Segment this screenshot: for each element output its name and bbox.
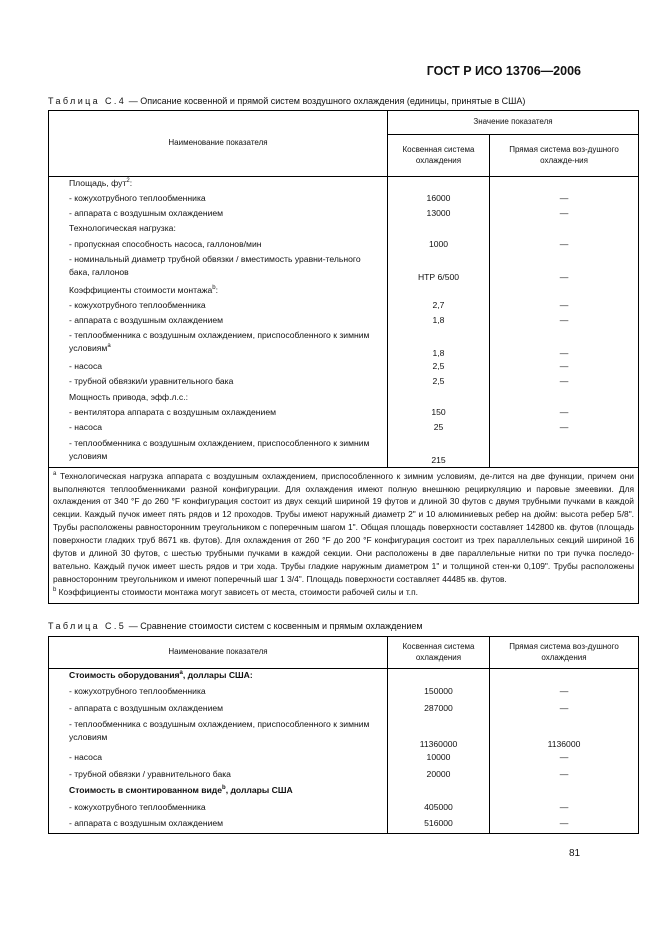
- table-row: [49, 314, 639, 329]
- table-row: [49, 299, 639, 314]
- table-row: [49, 360, 639, 375]
- table-row: [49, 784, 639, 801]
- table-row: [49, 685, 639, 702]
- value-direct: —: [490, 685, 639, 702]
- col-header-name: Наименование показателя: [49, 637, 388, 669]
- row-label: - кожухотрубного теплообменника: [49, 685, 388, 702]
- row-label: Стоимость в смонтированном виде$^b$, доллары США: [49, 784, 388, 801]
- value-indirect: НТР 6/500: [388, 253, 490, 284]
- col-header-indirect: Косвенная система охлаждения: [388, 135, 490, 177]
- note-a: $^a$ Технологическая нагрузка аппарата с воздушным охлаждением, приспособленного к зимним условиям, де-лится на две функции, причем они выполняются теплообменниками разной конфигурации. Для охлаждения имеют полную внешнюю рециркуляцию и паровые змеевики. Для охлаждения от 340 °F до 260 °F конфигурация состоит из двух секций шириной 19 футов и длиной 30 футов с двумя трубными пучками в каждой секции. Каждый пучок имеет пять рядов и 12 проходов. Трубы имеют наружный диаметр 2" и 10 алюминиевых ребер на дюйм: высота ребер 5/8". Трубы расположены равносторонним треугольником с поперечным шагом 1". Общая площадь поверхности составляет 142800 кв. футов (площадь поверхности гладких труб 8671 кв. футов). Для охлаждения от 260 °F до 200 °F конфигурация состоит из трех параллельных секций шириной 16 футов и длиной 30 футов, с шестью трубными пучками в каждой секции. Они расположены в две параллельные нитки по три пучка последо-вательно. Каждый пучок имеет шесть рядов и три хода. Трубы гладкие наружным диаметром 1" и толщиной стен-ки 0,109". Трубы расположены равносторонним треугольником и имеют поперечный шаг 1 3/4". Площадь поверхности составляет 44485 кв. футов.: [53, 470, 634, 584]
- value-indirect: 1,8: [388, 314, 490, 329]
- table-row: [49, 375, 639, 390]
- value-direct: —: [490, 751, 639, 768]
- table-row: [49, 421, 639, 436]
- value-indirect: [388, 177, 490, 192]
- value-indirect: 516000: [388, 817, 490, 834]
- table-c4-caption: Таблица С.4 — Описание косвенной и прямой систем воздушного охлаждения (единицы, принятые в США): [48, 96, 526, 106]
- value-direct: [490, 391, 639, 406]
- col-header-direct: Прямая система воз-душного охлаждения: [490, 637, 639, 669]
- value-direct: —: [490, 238, 639, 253]
- value-indirect: 150: [388, 406, 490, 421]
- value-indirect: 215: [388, 437, 490, 468]
- value-direct: [490, 669, 639, 686]
- value-direct: —: [490, 253, 639, 284]
- value-direct: —: [490, 702, 639, 719]
- value-indirect: [388, 284, 490, 299]
- row-label: - кожухотрубного теплообменника: [49, 192, 388, 207]
- table-row: [49, 718, 639, 751]
- table-row: [49, 669, 639, 686]
- value-direct: —: [490, 299, 639, 314]
- value-indirect: 11360000: [388, 718, 490, 751]
- table-row: [49, 238, 639, 253]
- row-label: - насоса: [49, 421, 388, 436]
- row-label: - трубной обвязки / уравнительного бака: [49, 768, 388, 785]
- table-c5: [48, 636, 639, 834]
- col-header-group: Значение показателя: [388, 111, 639, 135]
- table-c4: [48, 110, 639, 604]
- row-label: - пропускная способность насоса, галлонов/мин: [49, 238, 388, 253]
- value-direct: [490, 437, 639, 468]
- value-indirect: [388, 222, 490, 237]
- table-row: [49, 177, 639, 192]
- value-indirect: 405000: [388, 801, 490, 818]
- row-label: - трубной обвязки/и уравнительного бака: [49, 375, 388, 390]
- value-direct: —: [490, 375, 639, 390]
- table-row: [49, 207, 639, 222]
- table-row: [49, 222, 639, 237]
- row-label: - насоса: [49, 360, 388, 375]
- col-header-direct: Прямая система воз-душного охлажде-ния: [490, 135, 639, 177]
- value-indirect: 2,7: [388, 299, 490, 314]
- value-indirect: 287000: [388, 702, 490, 719]
- value-direct: —: [490, 421, 639, 436]
- document-header: ГОСТ Р ИСО 13706—2006: [426, 64, 581, 78]
- table-row: [49, 751, 639, 768]
- row-label: - кожухотрубного теплообменника: [49, 801, 388, 818]
- value-direct: —: [490, 801, 639, 818]
- row-label: - аппарата с воздушным охлаждением: [49, 207, 388, 222]
- table-row: [49, 768, 639, 785]
- value-indirect: 10000: [388, 751, 490, 768]
- value-indirect: 25: [388, 421, 490, 436]
- table-row: [49, 391, 639, 406]
- value-indirect: 1,8: [388, 329, 490, 360]
- value-direct: —: [490, 329, 639, 360]
- value-direct: [490, 284, 639, 299]
- table-c5-caption: Таблица С.5 — Сравнение стоимости систем с косвенным и прямым охлаждением: [48, 621, 423, 631]
- value-direct: —: [490, 207, 639, 222]
- row-label: Мощность привода, эфф.л.с.:: [49, 391, 388, 406]
- row-label: - номинальный диаметр трубной обвязки / вместимость уравни-тельного бака, галлонов: [49, 253, 388, 284]
- row-label: - кожухотрубного теплообменника: [49, 299, 388, 314]
- value-direct: [490, 784, 639, 801]
- table-c4-notes: [49, 467, 639, 603]
- row-label: Стоимость оборудования$^a$, доллары США:: [49, 669, 388, 686]
- table-row: [49, 192, 639, 207]
- table-row: [49, 329, 639, 360]
- row-label: - аппарата с воздушным охлаждением: [49, 314, 388, 329]
- value-direct: [490, 177, 639, 192]
- table-row: [49, 406, 639, 421]
- value-direct: —: [490, 768, 639, 785]
- table-row: [49, 284, 639, 299]
- table-row: [49, 817, 639, 834]
- value-indirect: [388, 391, 490, 406]
- table-row: [49, 702, 639, 719]
- row-label: Площадь, фут$^2$:: [49, 177, 388, 192]
- value-indirect: 1000: [388, 238, 490, 253]
- row-label: - теплообменника с воздушным охлаждением, приспособленного к зимним условиям: [49, 437, 388, 468]
- col-header-indirect: Косвенная система охлаждения: [388, 637, 490, 669]
- page-number: 81: [569, 848, 581, 859]
- row-label: - теплообменника с воздушным охлаждением, приспособленного к зимним условиям$^a$: [49, 329, 388, 360]
- value-direct: —: [490, 406, 639, 421]
- value-indirect: 20000: [388, 768, 490, 785]
- row-label: - вентилятора аппарата с воздушным охлаждением: [49, 406, 388, 421]
- value-indirect: 13000: [388, 207, 490, 222]
- col-header-name: Наименование показателя: [49, 111, 388, 177]
- value-direct: —: [490, 360, 639, 375]
- row-label: Технологическая нагрузка:: [49, 222, 388, 237]
- value-indirect: 2,5: [388, 375, 490, 390]
- value-direct: —: [490, 817, 639, 834]
- row-label: Коэффициенты стоимости монтажа$^b$:: [49, 284, 388, 299]
- row-label: - аппарата с воздушным охлаждением: [49, 817, 388, 834]
- note-b: $^b$ Коэффициенты стоимости монтажа могут зависеть от места, стоимости рабочей силы и т.п.: [53, 586, 418, 597]
- table-row: [49, 801, 639, 818]
- row-label: - аппарата с воздушным охлаждением: [49, 702, 388, 719]
- value-indirect: 2,5: [388, 360, 490, 375]
- value-direct: 1136000: [490, 718, 639, 751]
- value-direct: [490, 222, 639, 237]
- value-indirect: 16000: [388, 192, 490, 207]
- row-label: - насоса: [49, 751, 388, 768]
- value-indirect: [388, 784, 490, 801]
- value-direct: —: [490, 314, 639, 329]
- value-indirect: 150000: [388, 685, 490, 702]
- row-label: - теплообменника с воздушным охлаждением, приспособленного к зимним условиям: [49, 718, 388, 751]
- table-row: [49, 253, 639, 284]
- value-direct: —: [490, 192, 639, 207]
- table-row: [49, 437, 639, 468]
- value-indirect: [388, 669, 490, 686]
